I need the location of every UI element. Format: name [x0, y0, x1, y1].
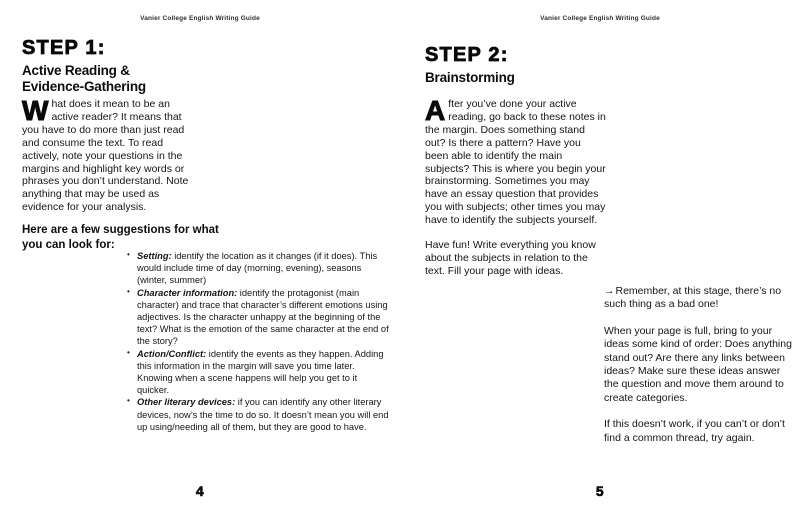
bullet-text: if you can identify any other literary devices, now’s the time to do so. It doesn’t mean you will end up using/needing all of them, but they are good to have. [137, 397, 389, 432]
step2-reminder-text: Remember, at this stage, there’s no such thing as a bad one! [604, 285, 782, 311]
bullet-term: Setting: [137, 251, 172, 261]
running-head-left: Vanier College English Writing Guide [140, 15, 260, 22]
page-number-left: 4 [195, 483, 205, 499]
suggestions-list [126, 250, 390, 433]
bullet-term: Action/Conflict: [137, 348, 207, 359]
bullet-term: Other literary devices: [137, 397, 236, 408]
list-item-setting [126, 250, 390, 287]
step2-title: STEP 2: [425, 44, 509, 66]
step2-try-again-paragraph: If this doesn’t work, if you can’t or don’t find a common thread, try again. [604, 418, 785, 444]
step2-main-column [425, 95, 607, 278]
step2-margin-column [604, 285, 794, 458]
step1-heading-block [22, 37, 146, 94]
bullet-term: Character information: [137, 287, 238, 298]
list-item-other-literary-devices [126, 396, 390, 433]
step2-have-fun-paragraph: Have fun! Write everything you know about the subjects in relation to the text. Fill your page with ideas. [425, 239, 596, 277]
suggestions-heading: Here are a few suggestions for what you can look for: [22, 224, 219, 251]
list-item-character-information [126, 287, 390, 348]
step1-title: STEP 1: [22, 37, 106, 59]
step2-reminder-note [604, 285, 794, 312]
step2-intro-paragraph [425, 95, 607, 227]
step1-intro-paragraph [22, 95, 198, 214]
step2-order-paragraph: When your page is full, bring to your ideas some kind of order: Does anything stand out? Are there any links between ideas? Make sure these ideas answer the question and move them around to create categories. [604, 324, 792, 404]
step2-intro-text: fter you’ve done your active reading, go back to these notes in the margin. Does something stand out? Is there a pattern? Have you been able to identify the main subjects? This is where you begin your brainstorming. Sometimes you may have an essay question that provides you with subjects; other times you may have to identify the subjects yourself. [425, 98, 606, 227]
bullet-text: identify the location as it changes (if it does). This would include time of day (morning, evening), seasons (winter, summer) [137, 251, 378, 286]
step1-intro-text: hat does it mean to be an active reader? It means that you have to do more than just read and consume the text. To read actively, note your questions in the margins and highlight key words or phrases you don’t understand. Note anything that may be used as evidence for your analysis. [22, 98, 189, 214]
right-arrow-icon: → [604, 285, 615, 297]
running-head-right: Vanier College English Writing Guide [540, 15, 660, 22]
step1-subtitle-line1: Active Reading & [22, 63, 130, 78]
list-item-action-conflict [126, 348, 390, 397]
dropcap-a: A [425, 95, 445, 126]
page-number-right: 5 [595, 483, 605, 499]
page-right [400, 0, 800, 517]
step1-subtitle-line2: Evidence-Gathering [22, 78, 146, 94]
step2-heading-block [425, 44, 515, 86]
step2-subtitle: Brainstorming [425, 70, 515, 85]
bullet-text: identify the events as they happen. Adding this information in the margin will save you time later. Knowing when a scene happens will help you get to it quicker. [137, 348, 384, 396]
bullet-text: identify the protagonist (main character) and trace that character’s different emotions using adjectives. Is the character unhappy at the beginning of the text? What is the emotion of the same character at the end of the story? [137, 287, 389, 347]
dropcap-w: W [22, 95, 48, 126]
